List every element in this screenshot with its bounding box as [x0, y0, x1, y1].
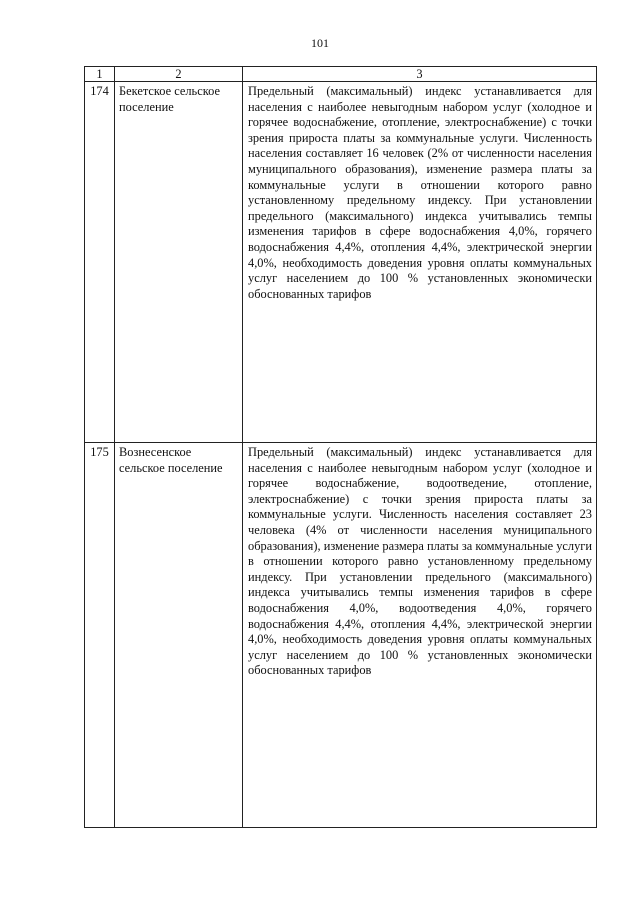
page-number: 101: [311, 36, 329, 50]
column-header-1: 1: [85, 67, 115, 82]
column-header-3: 3: [243, 67, 597, 82]
row-number: 174: [85, 82, 115, 443]
settlement-name: Бекетское сельское поселение: [115, 82, 243, 443]
table-row: [85, 82, 597, 443]
index-description: Предельный (максимальный) индекс устанавливается для населения с наиболее невыгодным набором услуг (холодное и горячее водоснабжение, водоотведение, отопление, электроснабжение) с точки зрения прироста платы за коммунальные услуги. Численность населения составляет 23 человека (4% от численности населения муниципального образования), изменение размера платы за коммунальные услуги в отношении которого равно установленному предельному индексу. При установлении предельного (максимального) индекса учитывались темпы изменения тарифов в сфере водоснабжения 4,0%, водоотведения 4,0%, горячего водоснабжения 4,4%, отопления 4,4%, электрической энергии 4,0%, необходимость доведения уровня оплаты коммунальных услуг населением до 100 % установленных экономически обоснованных тарифов: [243, 443, 597, 828]
indices-table: [84, 66, 597, 828]
settlement-name: Вознесенское сельское поселение: [115, 443, 243, 828]
index-description: Предельный (максимальный) индекс устанавливается для населения с наиболее невыгодным набором услуг (холодное и горячее водоснабжение, отопление, электроснабжение) с точки зрения прироста платы за коммунальные услуги. Численность населения составляет 16 человек (2% от численности населения муниципального образования), изменение размера платы за коммунальные услуги в отношении которого равно установленному предельному индексу. При установлении предельного (максимального) индекса учитывались темпы изменения тарифов в сфере водоснабжения 4,0%, горячего водоснабжения 4,4%, отопления 4,4%, электрической энергии 4,0%, необходимость доведения уровня оплаты коммунальных услуг населением до 100 % установленных экономически обоснованных тарифов: [243, 82, 597, 443]
column-header-2: 2: [115, 67, 243, 82]
table-row: [85, 443, 597, 828]
table-header-row: [85, 67, 597, 82]
row-number: 175: [85, 443, 115, 828]
